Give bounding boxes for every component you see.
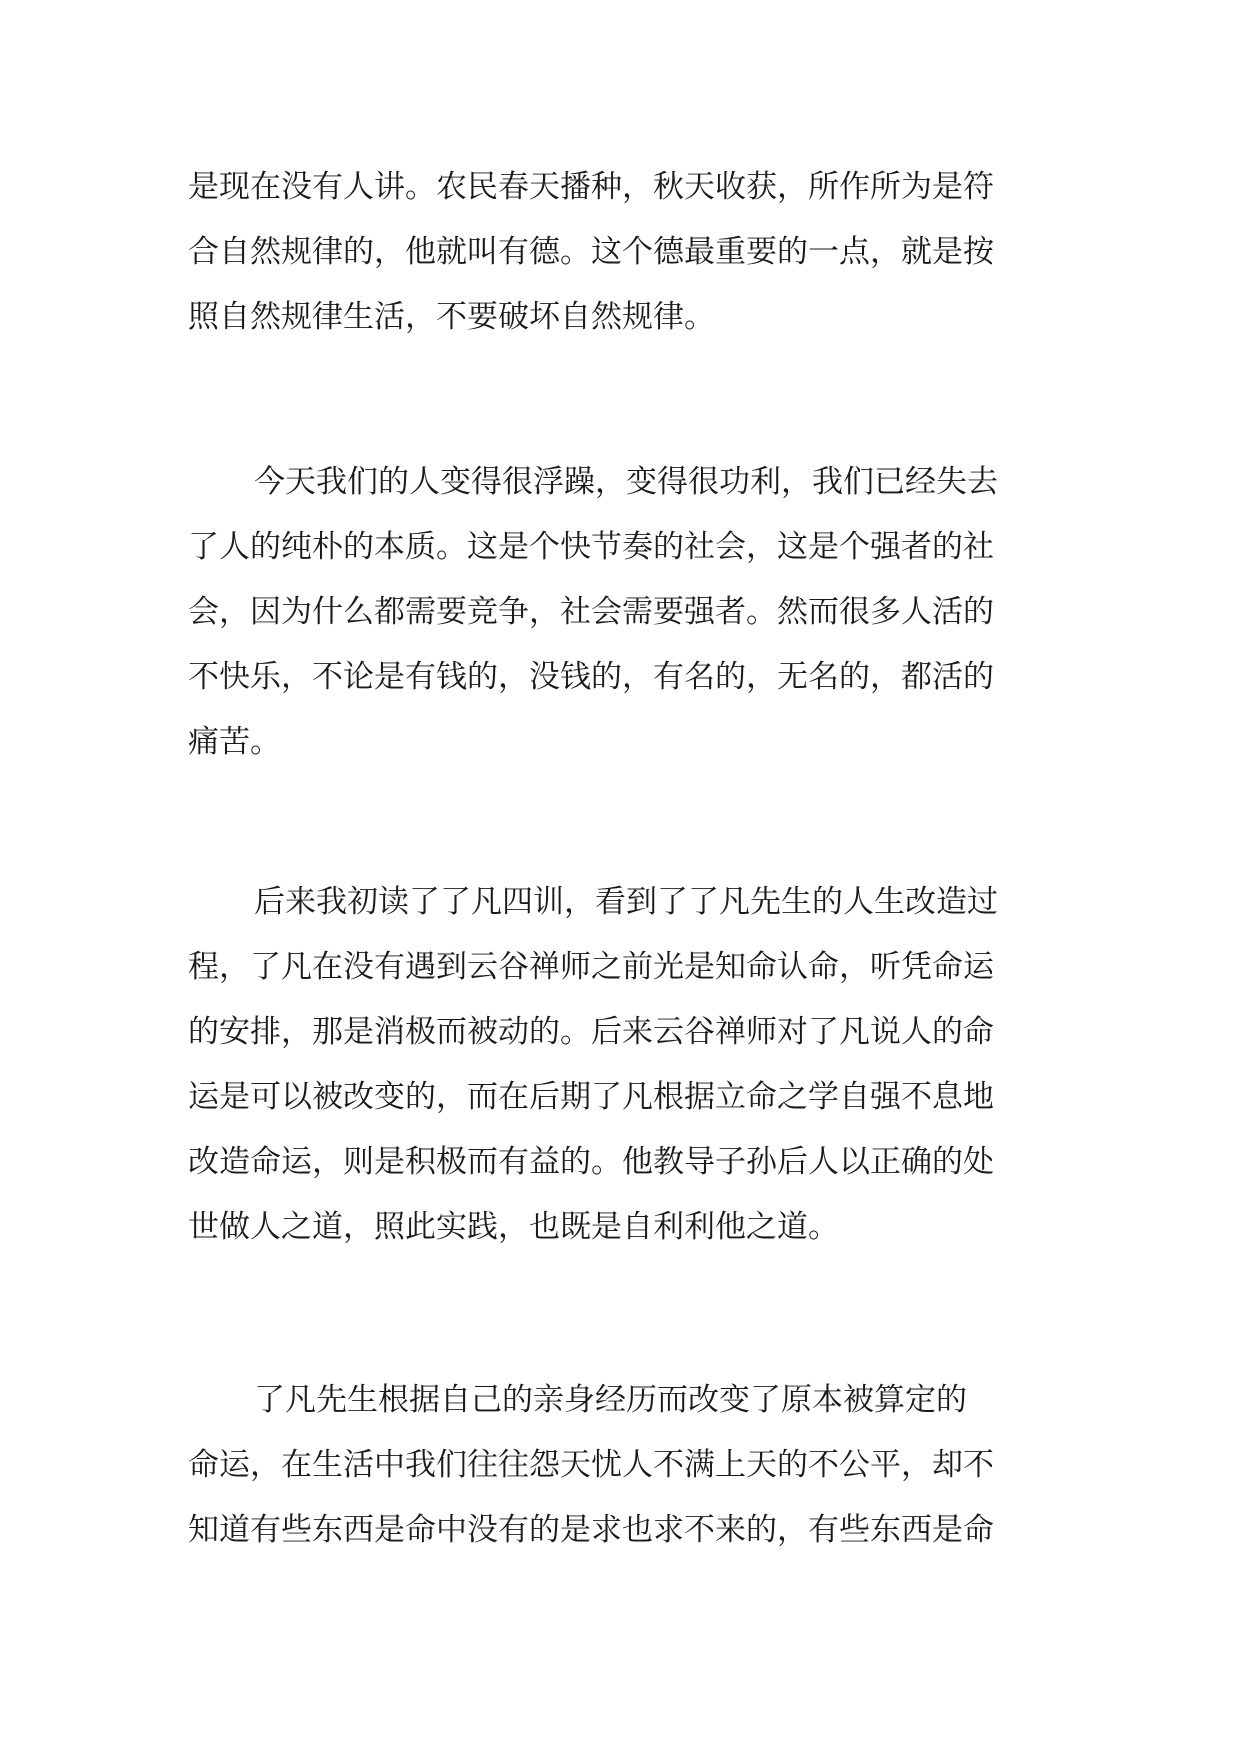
paragraph-line: 知道有些东西是命中没有的是求也求不来的，有些东西是命 (188, 1512, 994, 1548)
paragraph-line: 不快乐，不论是有钱的，没钱的，有名的，无名的，都活的 (188, 659, 994, 695)
paragraph-line: 世做人之道，照此实践，也既是自利利他之道。 (188, 1209, 839, 1245)
paragraph-line: 合自然规律的，他就叫有德。这个德最重要的一点，就是按 (188, 234, 994, 270)
paragraph-line: 今天我们的人变得很浮躁，变得很功利，我们已经失去 (254, 464, 998, 500)
paragraph-line: 后来我初读了了凡四训，看到了了凡先生的人生改造过 (254, 884, 998, 920)
paragraph-line: 会，因为什么都需要竞争，社会需要强者。然而很多人活的 (188, 594, 994, 630)
paragraph-line: 照自然规律生活，不要破坏自然规律。 (188, 299, 715, 335)
paragraph-line: 了凡先生根据自己的亲身经历而改变了原本被算定的 (254, 1382, 967, 1418)
paragraph-line: 程，了凡在没有遇到云谷禅师之前光是知命认命，听凭命运 (188, 949, 994, 985)
paragraph-2 (188, 450, 1068, 775)
paragraph-line: 的安排，那是消极而被动的。后来云谷禅师对了凡说人的命 (188, 1014, 994, 1050)
paragraph-line: 命运，在生活中我们往往怨天忧人不满上天的不公平，却不 (188, 1447, 994, 1483)
paragraph-line: 了人的纯朴的本质。这是个快节奏的社会，这是个强者的社 (188, 529, 994, 565)
paragraph-line: 痛苦。 (188, 724, 281, 760)
paragraph-3 (188, 870, 1068, 1260)
paragraph-4 (188, 1368, 1068, 1563)
paragraph-line: 改造命运，则是积极而有益的。他教导子孙后人以正确的处 (188, 1144, 994, 1180)
paragraph-line: 是现在没有人讲。农民春天播种，秋天收获，所作所为是符 (188, 169, 994, 205)
paragraph-1 (188, 155, 1068, 350)
paragraph-line: 运是可以被改变的，而在后期了凡根据立命之学自强不息地 (188, 1079, 994, 1115)
